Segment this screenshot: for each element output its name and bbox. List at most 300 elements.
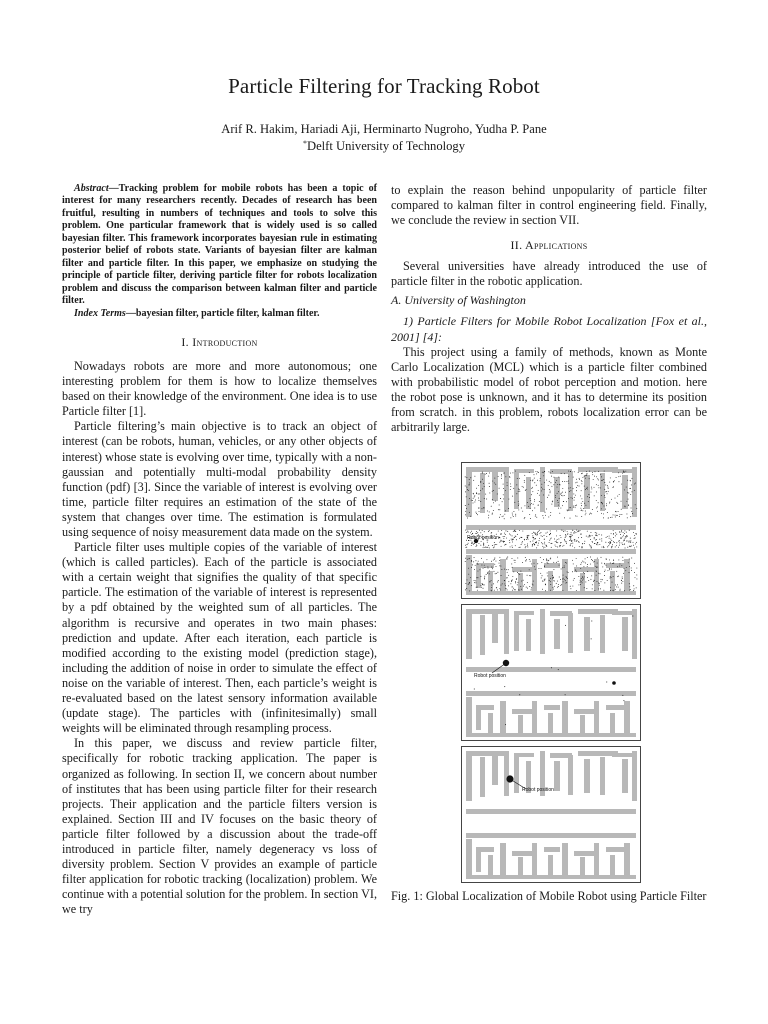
map-wall (610, 571, 615, 593)
particle (482, 472, 483, 473)
particle (499, 563, 500, 564)
particle (537, 493, 538, 494)
particle (492, 499, 493, 500)
particle (529, 575, 530, 576)
particle (582, 481, 583, 482)
particle (525, 557, 526, 558)
particle (574, 500, 575, 501)
index-terms (62, 308, 377, 320)
particle (486, 547, 487, 548)
particle (471, 585, 472, 586)
particle (621, 565, 622, 566)
particle (513, 531, 514, 532)
particle (596, 567, 597, 568)
particle (607, 546, 608, 547)
particle (512, 567, 513, 568)
particle (534, 478, 535, 479)
particle (608, 491, 609, 492)
particle (603, 546, 604, 547)
particle (618, 472, 619, 473)
particle (570, 538, 571, 539)
particle (519, 478, 520, 479)
particle (627, 540, 628, 541)
particle (628, 505, 629, 506)
particle (500, 589, 501, 590)
particle (473, 561, 474, 562)
particle (594, 476, 595, 477)
particle (568, 483, 569, 484)
particle (535, 471, 536, 472)
particle (580, 530, 581, 531)
particle (622, 577, 623, 578)
particle (634, 588, 635, 589)
particle (630, 516, 631, 517)
particle (548, 471, 549, 472)
particle (613, 560, 614, 561)
map-wall (562, 843, 568, 877)
particle (466, 496, 467, 497)
particle (476, 577, 477, 578)
particle (517, 558, 518, 559)
particle (510, 583, 511, 584)
particle (571, 543, 572, 544)
particle (579, 546, 580, 547)
particle (466, 487, 467, 488)
particle (522, 511, 523, 512)
particle (634, 572, 635, 573)
particle (596, 544, 597, 545)
particle (565, 580, 566, 581)
particle (557, 557, 558, 558)
particle (610, 542, 611, 543)
map-wall (580, 715, 585, 735)
particle (477, 587, 478, 588)
particle (619, 540, 620, 541)
particle (580, 508, 581, 509)
particle (565, 492, 566, 493)
particle (621, 501, 622, 502)
particle (550, 538, 551, 539)
particle (546, 480, 547, 481)
particle (508, 581, 509, 582)
particle (583, 562, 584, 563)
particle (612, 544, 613, 545)
particle (567, 578, 568, 579)
particle (527, 502, 528, 503)
particle (503, 536, 504, 537)
particle (628, 492, 629, 493)
particle (562, 579, 563, 580)
particle (613, 514, 614, 515)
particle (630, 494, 631, 495)
particle (514, 537, 515, 538)
particle (574, 497, 575, 498)
particle (496, 544, 497, 545)
particle (498, 531, 499, 532)
particle (593, 479, 594, 480)
particle (477, 577, 478, 578)
particle (550, 472, 551, 473)
map-wall (612, 611, 632, 615)
particle (527, 544, 528, 545)
particle (518, 501, 519, 502)
particle (632, 513, 633, 514)
particle (509, 540, 510, 541)
map-wall (554, 619, 560, 649)
robot-position-label-2: Robot position (474, 673, 506, 679)
particle (484, 531, 485, 532)
particle (562, 481, 563, 482)
particle (495, 561, 496, 562)
particle (611, 547, 612, 548)
particle (478, 494, 479, 495)
particle (502, 516, 503, 517)
particle (466, 532, 467, 533)
particle (472, 533, 473, 534)
particle (519, 574, 520, 575)
particle (560, 545, 561, 546)
particle (596, 500, 597, 501)
map-wall (526, 477, 531, 509)
particle (609, 569, 610, 570)
particle (602, 503, 603, 504)
particle (469, 484, 470, 485)
particle (604, 582, 605, 583)
particle (504, 533, 505, 534)
particle (477, 590, 478, 591)
particle (636, 587, 637, 588)
particle (469, 498, 470, 499)
particle (526, 559, 527, 560)
particle (503, 538, 504, 539)
particle (544, 543, 545, 544)
particle (573, 488, 574, 489)
particle (538, 543, 539, 544)
particle (615, 532, 616, 533)
particle (522, 541, 523, 542)
particle (603, 513, 604, 514)
particle (572, 586, 573, 587)
particle (592, 509, 593, 510)
particle (584, 543, 585, 544)
map-wall (466, 525, 636, 530)
particle (532, 535, 533, 536)
particle (565, 535, 566, 536)
particle (548, 516, 549, 517)
particle (580, 580, 581, 581)
particle (476, 545, 477, 546)
particle (494, 482, 495, 483)
paper-title: Particle Filtering for Tracking Robot (228, 74, 540, 98)
particle (576, 558, 577, 559)
particle (594, 543, 595, 544)
particle (630, 542, 631, 543)
particle (615, 515, 616, 516)
particle (585, 513, 586, 514)
particle (626, 535, 627, 536)
map-wall (632, 609, 637, 659)
particle (542, 575, 543, 576)
particle (530, 518, 531, 519)
particle (483, 568, 484, 569)
particle (492, 491, 493, 492)
particle (480, 545, 481, 546)
particle (589, 536, 590, 537)
particle (599, 534, 600, 535)
particle (465, 589, 466, 590)
particle (542, 472, 543, 473)
particle (524, 475, 525, 476)
particle (476, 488, 477, 489)
particle (517, 584, 518, 585)
particle (514, 589, 515, 590)
figure-panel-1 (461, 462, 641, 599)
particle (564, 567, 565, 568)
particle (631, 568, 632, 569)
particle (609, 544, 610, 545)
particle (588, 580, 589, 581)
particle (474, 495, 475, 496)
particle (584, 541, 585, 542)
particle (469, 590, 470, 591)
particle (559, 498, 560, 499)
particle (579, 486, 580, 487)
particle (550, 491, 551, 492)
particle (570, 545, 571, 546)
particle (597, 478, 598, 479)
particle (563, 501, 564, 502)
particle (607, 580, 608, 581)
particle (636, 542, 637, 543)
intro-paragraph-2: Particle filtering’s main objective is to track an object of interest (can be robots, human, vehicles, or any other objects of interest) whose state is evolving over time, typically with a non-gaussian and potentially multi-modal probability density function (pdf) [3]. Since the variable of interest is evolving over time, particle filter requires an estimation of the state of the system that changes over time. The estimation is formulated using sequence of noisy measurement data made on the system. (62, 419, 377, 540)
particle (497, 589, 498, 590)
particle (488, 517, 489, 518)
particle (492, 567, 493, 568)
particle (562, 492, 563, 493)
particle (587, 566, 588, 567)
particle (609, 538, 610, 539)
particle (629, 566, 630, 567)
particle (619, 531, 620, 532)
particle (599, 539, 600, 540)
particle (536, 485, 537, 486)
particle (555, 497, 556, 498)
map-wall (466, 875, 636, 879)
particle (618, 481, 619, 482)
particle (606, 559, 607, 560)
map-wall (504, 609, 509, 654)
particle (499, 560, 500, 561)
particle (558, 491, 559, 492)
particle (476, 513, 477, 514)
map-wall (476, 847, 481, 872)
particle (527, 588, 528, 589)
particle (596, 476, 597, 477)
particle (573, 580, 574, 581)
particle (633, 542, 634, 543)
particle (579, 479, 580, 480)
particle (515, 516, 516, 517)
particle (598, 573, 599, 574)
particle (565, 536, 566, 537)
particle (490, 581, 491, 582)
particle (620, 589, 621, 590)
particle (465, 511, 466, 512)
particle (533, 504, 534, 505)
particle (551, 543, 552, 544)
particle (574, 540, 575, 541)
particle (587, 557, 588, 558)
map-wall (500, 843, 506, 877)
particle (466, 477, 467, 478)
particle (577, 540, 578, 541)
particle (546, 536, 547, 537)
particle (619, 566, 620, 567)
particle (519, 489, 520, 490)
map-wall (562, 559, 568, 593)
map-wall (466, 591, 636, 595)
particle (481, 585, 482, 586)
particle (533, 532, 534, 533)
particle (499, 557, 500, 558)
particle (618, 511, 619, 512)
particle (567, 510, 568, 511)
particle (555, 541, 556, 542)
particle (488, 476, 489, 477)
particle (535, 542, 536, 543)
particle (563, 581, 564, 582)
robot-position-label-1: Robot position (467, 535, 499, 541)
particle (494, 564, 495, 565)
particle (590, 564, 591, 565)
particle (597, 506, 598, 507)
particle (595, 566, 596, 567)
particle (568, 498, 569, 499)
particle (634, 547, 635, 548)
particle (477, 532, 478, 533)
particle (533, 581, 534, 582)
particle (555, 546, 556, 547)
particle (632, 491, 633, 492)
particle (588, 501, 589, 502)
particle (466, 588, 467, 589)
particle (533, 585, 534, 586)
particle (625, 538, 626, 539)
particle (565, 530, 566, 531)
particle (546, 533, 547, 534)
particle (576, 487, 577, 488)
map-wall (600, 473, 605, 511)
particle (515, 581, 516, 582)
particle (566, 582, 567, 583)
applications-paragraph: Several universities have already introduced the use of particle filter in the robotic application. (391, 259, 707, 289)
particle (591, 575, 592, 576)
particle (571, 540, 572, 541)
particle (489, 573, 490, 574)
intro-paragraph-4: In this paper, we discuss and review particle filter, specifically for robotic tracking application. The paper is organized as following. In section II, we concern about number of institutes that has been using particle filter for their research projects. Their application and the particle filters version is explained. Section III and IV focuses on the basic theory of particle filter followed by a discussion about the trade-off introduced in particle filter, namely degeneracy vs loss of diversity problem. Section V provides an example of particle filter application for robotic tracking (localization) problem. We continue with a potential solution for the problem. In section VI, we try (62, 736, 377, 917)
map-wall (514, 611, 519, 651)
particle (598, 485, 599, 486)
particle (513, 539, 514, 540)
map-wall (466, 691, 636, 696)
particle (511, 539, 512, 540)
particle (601, 508, 602, 509)
particle (567, 533, 568, 534)
particle (562, 495, 563, 496)
particle (468, 490, 469, 491)
particle (603, 590, 604, 591)
particle (597, 558, 598, 559)
particle (608, 542, 609, 543)
particle (485, 547, 486, 548)
particle (621, 583, 622, 584)
particle (591, 513, 592, 514)
particle (572, 571, 573, 572)
map-wall (594, 559, 599, 593)
particle (568, 510, 569, 511)
particle (504, 545, 505, 546)
map-wall (574, 851, 596, 856)
particle (493, 547, 494, 548)
particle (625, 536, 626, 537)
particle (557, 484, 558, 485)
particle (592, 541, 593, 542)
particle (629, 540, 630, 541)
particle (557, 587, 558, 588)
particle (483, 562, 484, 563)
particle (541, 490, 542, 491)
particle (596, 507, 597, 508)
particle (609, 536, 610, 537)
particle (635, 537, 636, 538)
particle (594, 538, 595, 539)
particle (561, 584, 562, 585)
particle (602, 579, 603, 580)
particle (529, 569, 530, 570)
particle (565, 541, 566, 542)
particle (556, 535, 557, 536)
particle (492, 481, 493, 482)
particle (576, 530, 577, 531)
particle (632, 615, 633, 616)
particle (634, 563, 635, 564)
particle (533, 480, 534, 481)
particle (589, 544, 590, 545)
map-wall (532, 559, 537, 593)
particle (583, 572, 584, 573)
particle (541, 568, 542, 569)
particle (512, 558, 513, 559)
particle (550, 590, 551, 591)
particle (585, 475, 586, 476)
particle (560, 494, 561, 495)
particle (582, 576, 583, 577)
particle (539, 495, 540, 496)
particle (616, 571, 617, 572)
particle (564, 539, 565, 540)
particle (580, 495, 581, 496)
left-column (62, 183, 377, 917)
particle (540, 573, 541, 574)
particle (631, 570, 632, 571)
particle (497, 582, 498, 583)
particle (481, 587, 482, 588)
particle (585, 511, 586, 512)
particle (472, 564, 473, 565)
particle (535, 516, 536, 517)
particle (550, 482, 551, 483)
particle (583, 578, 584, 579)
